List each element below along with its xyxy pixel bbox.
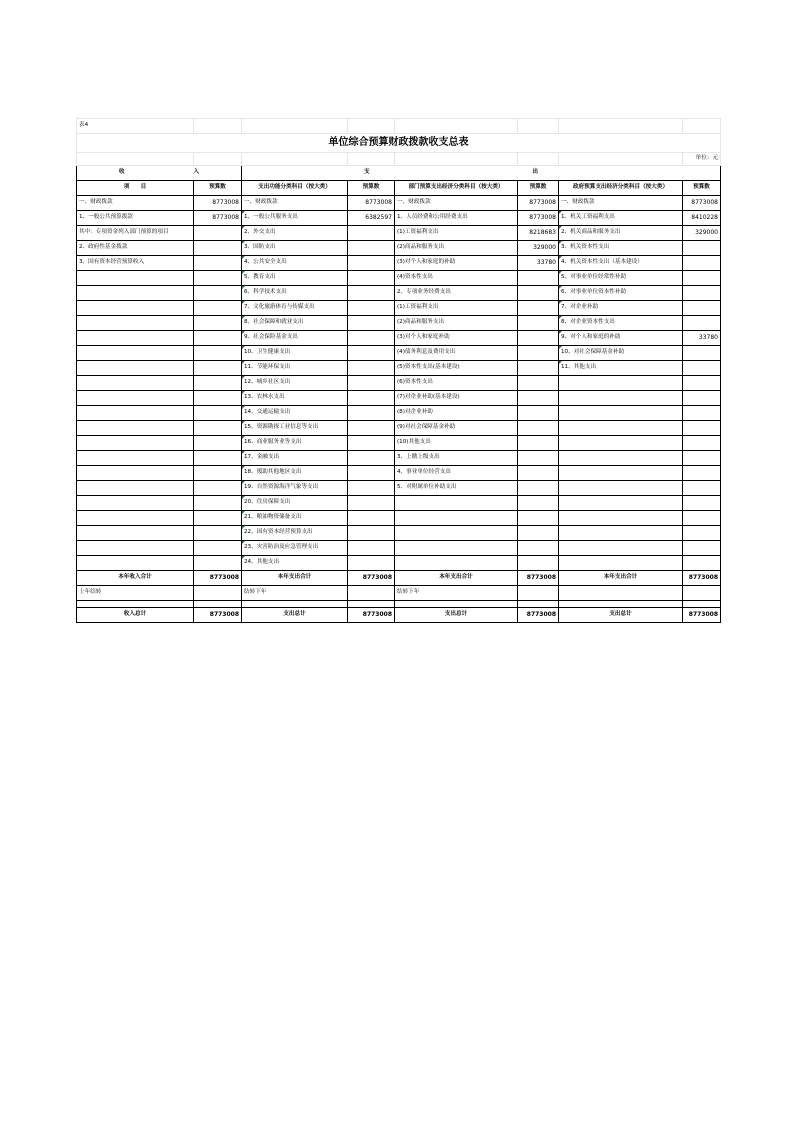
col-item-header: 项 目	[77, 181, 194, 196]
item-name-cell: 上年结转	[77, 586, 194, 601]
spacer-cell	[194, 601, 242, 608]
item-name-cell: 17、金融支出	[242, 451, 348, 466]
budget-amount-cell	[348, 556, 395, 571]
item-name-cell: 8、社会保障和就业支出	[242, 316, 348, 331]
item-name-cell: 一、财政拨款	[242, 196, 348, 211]
budget-amount-cell	[194, 331, 242, 346]
table-row	[77, 331, 721, 346]
item-name-cell: 19、自然资源海洋气象等支出	[242, 481, 348, 496]
item-name-cell: 2、机关商品和服务支出	[559, 226, 683, 241]
budget-amount-cell	[194, 541, 242, 556]
col-budget1-header: 预算数	[194, 181, 242, 196]
item-name-cell	[77, 451, 194, 466]
item-name-cell: 14、交通运输支出	[242, 406, 348, 421]
budget-amount-cell: 8773008	[348, 571, 395, 586]
budget-amount-cell	[518, 496, 559, 511]
item-name-cell: 一、财政拨款	[559, 196, 683, 211]
item-name-cell: 18、援助其他地区支出	[242, 466, 348, 481]
table-row	[77, 316, 721, 331]
expense-header: 支 出	[242, 166, 721, 181]
table-row	[77, 211, 721, 226]
budget-amount-cell	[194, 436, 242, 451]
item-name-cell: 本年支出合计	[242, 571, 348, 586]
item-name-cell	[77, 511, 194, 526]
item-name-cell	[77, 346, 194, 361]
income-header: 收 入	[77, 166, 242, 181]
budget-amount-cell: 8773008	[518, 571, 559, 586]
item-name-cell	[395, 556, 518, 571]
budget-amount-cell	[518, 451, 559, 466]
item-name-cell	[77, 556, 194, 571]
spacer-cell	[683, 601, 721, 608]
budget-amount-cell	[194, 556, 242, 571]
item-name-cell	[77, 481, 194, 496]
budget-amount-cell	[683, 376, 721, 391]
item-name-cell	[77, 436, 194, 451]
item-name-cell	[559, 541, 683, 556]
item-name-cell: 21、粮油物资储备支出	[242, 511, 348, 526]
budget-amount-cell	[683, 526, 721, 541]
budget-amount-cell	[683, 406, 721, 421]
budget-amount-cell	[348, 241, 395, 256]
item-name-cell: 5、对事业单位经常性补助	[559, 271, 683, 286]
budget-amount-cell	[348, 346, 395, 361]
budget-amount-cell	[683, 421, 721, 436]
budget-amount-cell	[683, 481, 721, 496]
item-name-cell: 1、机关工资福利支出	[559, 211, 683, 226]
budget-amount-cell	[348, 541, 395, 556]
budget-amount-cell	[518, 406, 559, 421]
budget-amount-cell	[683, 451, 721, 466]
budget-amount-cell	[348, 436, 395, 451]
budget-amount-cell	[683, 346, 721, 361]
item-name-cell: (1)工资福利支出	[395, 301, 518, 316]
budget-amount-cell	[348, 451, 395, 466]
budget-amount-cell	[194, 406, 242, 421]
table-row	[77, 361, 721, 376]
item-name-cell	[77, 286, 194, 301]
item-name-cell: (4)债务利息及费用支出	[395, 346, 518, 361]
item-name-cell: (10)其他支出	[395, 436, 518, 451]
budget-amount-cell	[518, 586, 559, 601]
budget-amount-cell: 8773008	[194, 571, 242, 586]
budget-amount-cell	[194, 466, 242, 481]
item-name-cell	[559, 451, 683, 466]
item-name-cell: (2)商品和服务支出	[395, 241, 518, 256]
item-name-cell: 2、政府性基金拨款	[77, 241, 194, 256]
budget-amount-cell: 8773008	[348, 608, 395, 623]
table-row	[77, 526, 721, 541]
unit-label: 单位：元	[683, 153, 721, 166]
budget-amount-cell	[518, 391, 559, 406]
item-name-cell	[77, 316, 194, 331]
budget-amount-cell	[518, 511, 559, 526]
budget-amount-cell	[683, 301, 721, 316]
table-row	[77, 466, 721, 481]
item-name-cell: 22、国有资本经营预算支出	[242, 526, 348, 541]
budget-amount-cell	[518, 301, 559, 316]
budget-amount-cell	[683, 241, 721, 256]
budget-amount-cell	[518, 346, 559, 361]
budget-amount-cell	[518, 436, 559, 451]
budget-amount-cell	[194, 286, 242, 301]
budget-amount-cell	[348, 526, 395, 541]
item-name-cell: (8)对企业补助	[395, 406, 518, 421]
budget-amount-cell: 8410228	[683, 211, 721, 226]
budget-amount-cell	[194, 391, 242, 406]
budget-amount-cell	[518, 541, 559, 556]
budget-amount-cell	[348, 391, 395, 406]
budget-amount-cell: 33780	[518, 256, 559, 271]
budget-amount-cell	[194, 526, 242, 541]
item-name-cell: 8、对企业资本性支出	[559, 316, 683, 331]
budget-sheet	[76, 118, 720, 623]
header-row-1	[77, 166, 721, 181]
budget-amount-cell	[683, 256, 721, 271]
spacer-cell	[559, 601, 683, 608]
budget-amount-cell	[683, 361, 721, 376]
item-name-cell: 3、机关资本性支出	[559, 241, 683, 256]
table-row	[77, 511, 721, 526]
item-name-cell: 支出总计	[559, 608, 683, 623]
budget-amount-cell	[683, 466, 721, 481]
table-row	[77, 391, 721, 406]
budget-amount-cell	[348, 496, 395, 511]
item-name-cell: (4)资本性支出	[395, 271, 518, 286]
budget-amount-cell	[194, 586, 242, 601]
table-row	[77, 541, 721, 556]
item-name-cell	[559, 406, 683, 421]
budget-amount-cell	[348, 271, 395, 286]
item-name-cell: 1、人员经费和公用经费支出	[395, 211, 518, 226]
item-name-cell: 16、商业服务业等支出	[242, 436, 348, 451]
item-name-cell: 10、对社会保障基金补助	[559, 346, 683, 361]
budget-amount-cell	[194, 301, 242, 316]
budget-amount-cell	[683, 271, 721, 286]
table-row	[77, 376, 721, 391]
budget-amount-cell: 8773008	[683, 196, 721, 211]
budget-amount-cell	[518, 481, 559, 496]
table-row	[77, 301, 721, 316]
item-name-cell	[77, 421, 194, 436]
item-name-cell	[77, 526, 194, 541]
item-name-cell	[559, 496, 683, 511]
budget-amount-cell	[348, 226, 395, 241]
item-name-cell: 一、财政拨款	[395, 196, 518, 211]
item-name-cell: 11、其他支出	[559, 361, 683, 376]
item-name-cell	[77, 376, 194, 391]
item-name-cell	[77, 331, 194, 346]
item-name-cell: 9、社会保险基金支出	[242, 331, 348, 346]
item-name-cell: (6)资本性支出	[395, 376, 518, 391]
table-label-row	[77, 119, 721, 134]
table-row	[77, 451, 721, 466]
budget-amount-cell	[348, 301, 395, 316]
item-name-cell: (2)商品和服务支出	[395, 316, 518, 331]
budget-table	[76, 118, 721, 623]
budget-amount-cell	[194, 481, 242, 496]
item-name-cell: 20、住房保障支出	[242, 496, 348, 511]
spacer-cell	[518, 601, 559, 608]
budget-amount-cell	[683, 391, 721, 406]
spacer-cell	[242, 601, 348, 608]
item-name-cell: 支出总计	[395, 608, 518, 623]
budget-amount-cell	[194, 316, 242, 331]
col-budget2-header: 预算数	[348, 181, 395, 196]
col-dept-header: 部门预算支出经济分类科目（按大类）	[395, 181, 518, 196]
item-name-cell: 3、国有资本经营预算收入	[77, 256, 194, 271]
budget-amount-cell	[194, 361, 242, 376]
grand-total-row	[77, 608, 721, 623]
table-row	[77, 286, 721, 301]
budget-amount-cell	[683, 511, 721, 526]
item-name-cell	[559, 421, 683, 436]
budget-amount-cell	[683, 316, 721, 331]
budget-amount-cell	[194, 241, 242, 256]
item-name-cell: 7、对企业补助	[559, 301, 683, 316]
item-name-cell	[77, 361, 194, 376]
item-name-cell	[559, 511, 683, 526]
item-name-cell: 本年支出合计	[395, 571, 518, 586]
item-name-cell	[77, 391, 194, 406]
budget-amount-cell	[683, 436, 721, 451]
item-name-cell: 4、机关资本性支出（基本建设）	[559, 256, 683, 271]
item-name-cell	[559, 436, 683, 451]
item-name-cell: 结转下年	[395, 586, 518, 601]
budget-amount-cell	[348, 406, 395, 421]
budget-amount-cell: 8773008	[194, 196, 242, 211]
item-name-cell: 11、节能环保支出	[242, 361, 348, 376]
item-name-cell	[395, 541, 518, 556]
col-func-header: 支出功能分类科目（按大类）	[242, 181, 348, 196]
budget-amount-cell	[683, 286, 721, 301]
budget-amount-cell: 33780	[683, 331, 721, 346]
budget-amount-cell	[194, 271, 242, 286]
budget-amount-cell	[518, 376, 559, 391]
page-title: 单位综合预算财政拨款收支总表	[77, 134, 721, 153]
item-name-cell	[559, 586, 683, 601]
year-total-row	[77, 571, 721, 586]
budget-amount-cell: 8773008	[194, 608, 242, 623]
table-row	[77, 481, 721, 496]
budget-amount-cell: 8773008	[348, 196, 395, 211]
item-name-cell	[559, 376, 683, 391]
table-row	[77, 241, 721, 256]
budget-amount-cell: 8773008	[683, 571, 721, 586]
budget-amount-cell	[348, 481, 395, 496]
budget-amount-cell	[518, 556, 559, 571]
item-name-cell: 13、农林水支出	[242, 391, 348, 406]
item-name-cell: 一、财政拨款	[77, 196, 194, 211]
item-name-cell	[77, 301, 194, 316]
item-name-cell: (9)对社会保障基金补助	[395, 421, 518, 436]
budget-amount-cell	[194, 256, 242, 271]
table-row	[77, 496, 721, 511]
spacer-row	[77, 601, 721, 608]
spacer-cell	[77, 601, 194, 608]
item-name-cell: 23、灾害防治及应急管理支出	[242, 541, 348, 556]
item-name-cell: 本年支出合计	[559, 571, 683, 586]
item-name-cell: 支出总计	[242, 608, 348, 623]
budget-amount-cell	[348, 316, 395, 331]
item-name-cell	[559, 526, 683, 541]
budget-amount-cell	[194, 511, 242, 526]
budget-amount-cell: 8218683	[518, 226, 559, 241]
item-name-cell: 本年收入合计	[77, 571, 194, 586]
budget-amount-cell	[348, 331, 395, 346]
item-name-cell: 12、城乡社区支出	[242, 376, 348, 391]
item-name-cell: 24、其他支出	[242, 556, 348, 571]
item-name-cell: 3、上缴上级支出	[395, 451, 518, 466]
item-name-cell: (5)资本性支出(基本建设)	[395, 361, 518, 376]
col-budget4-header: 预算数	[683, 181, 721, 196]
item-name-cell: 2、专项业务经费支出	[395, 286, 518, 301]
item-name-cell	[77, 466, 194, 481]
budget-amount-cell	[683, 541, 721, 556]
budget-amount-cell	[518, 421, 559, 436]
item-name-cell: 3、国防支出	[242, 241, 348, 256]
budget-amount-cell: 329000	[683, 226, 721, 241]
item-name-cell	[559, 391, 683, 406]
item-name-cell	[395, 511, 518, 526]
item-name-cell: (3)对个人和家庭的补助	[395, 256, 518, 271]
budget-amount-cell	[518, 361, 559, 376]
item-name-cell	[395, 496, 518, 511]
table-row	[77, 226, 721, 241]
budget-amount-cell	[194, 346, 242, 361]
budget-amount-cell	[348, 421, 395, 436]
budget-amount-cell	[683, 496, 721, 511]
item-name-cell	[77, 271, 194, 286]
item-name-cell: 1、一般公共服务支出	[242, 211, 348, 226]
budget-amount-cell	[194, 226, 242, 241]
budget-amount-cell	[348, 511, 395, 526]
budget-amount-cell	[518, 526, 559, 541]
budget-amount-cell	[348, 361, 395, 376]
table-row	[77, 421, 721, 436]
item-name-cell: 收入总计	[77, 608, 194, 623]
budget-amount-cell: 329000	[518, 241, 559, 256]
item-name-cell: 5、对附属单位补助支出	[395, 481, 518, 496]
item-name-cell: (1)工资福利支出	[395, 226, 518, 241]
table-row	[77, 196, 721, 211]
budget-amount-cell	[348, 286, 395, 301]
budget-amount-cell: 8773008	[518, 196, 559, 211]
item-name-cell: 7、文化旅游体育与传媒支出	[242, 301, 348, 316]
budget-amount-cell	[518, 271, 559, 286]
item-name-cell: 10、卫生健康支出	[242, 346, 348, 361]
budget-amount-cell: 8773008	[194, 211, 242, 226]
budget-amount-cell	[518, 331, 559, 346]
table-row	[77, 436, 721, 451]
col-gov-header: 政府预算支出经济分类科目（按大类）	[559, 181, 683, 196]
item-name-cell: 1、一般公共预算拨款	[77, 211, 194, 226]
item-name-cell: 4、事业单位经营支出	[395, 466, 518, 481]
item-name-cell: 6、科学技术支出	[242, 286, 348, 301]
item-name-cell: 结转下年	[242, 586, 348, 601]
carry-over-row	[77, 586, 721, 601]
budget-amount-cell	[683, 586, 721, 601]
budget-amount-cell: 8773008	[683, 608, 721, 623]
table-row	[77, 556, 721, 571]
item-name-cell	[77, 541, 194, 556]
item-name-cell: 5、教育支出	[242, 271, 348, 286]
budget-amount-cell: 6382597	[348, 211, 395, 226]
budget-amount-cell	[194, 376, 242, 391]
header-row-2	[77, 181, 721, 196]
table-row	[77, 346, 721, 361]
item-name-cell	[559, 481, 683, 496]
item-name-cell	[559, 466, 683, 481]
budget-amount-cell	[518, 316, 559, 331]
budget-amount-cell	[518, 466, 559, 481]
item-name-cell: 4、公共安全支出	[242, 256, 348, 271]
budget-amount-cell: 8773008	[518, 608, 559, 623]
budget-amount-cell	[194, 451, 242, 466]
budget-amount-cell	[683, 556, 721, 571]
item-name-cell	[77, 496, 194, 511]
item-name-cell	[395, 526, 518, 541]
item-name-cell: (7)对企业补助(基本建设)	[395, 391, 518, 406]
unit-row	[77, 153, 721, 166]
table-row	[77, 271, 721, 286]
item-name-cell	[77, 406, 194, 421]
budget-amount-cell	[194, 496, 242, 511]
item-name-cell: 15、资源勘探工业信息等支出	[242, 421, 348, 436]
spacer-cell	[348, 601, 395, 608]
budget-amount-cell	[348, 256, 395, 271]
item-name-cell	[559, 556, 683, 571]
budget-amount-cell	[348, 376, 395, 391]
budget-amount-cell	[348, 466, 395, 481]
col-budget3-header: 预算数	[518, 181, 559, 196]
table-row	[77, 406, 721, 421]
budget-amount-cell: 8773008	[518, 211, 559, 226]
item-name-cell: 9、对个人和家庭的补助	[559, 331, 683, 346]
budget-amount-cell	[518, 286, 559, 301]
table-row	[77, 256, 721, 271]
title-row	[77, 134, 721, 153]
budget-amount-cell	[348, 586, 395, 601]
spacer-cell	[395, 601, 518, 608]
item-name-cell: (3)对个人和家庭补助	[395, 331, 518, 346]
budget-amount-cell	[194, 421, 242, 436]
item-name-cell: 2、外交支出	[242, 226, 348, 241]
table-label: 表4	[77, 119, 194, 134]
item-name-cell: 6、对事业单位资本性补助	[559, 286, 683, 301]
item-name-cell: 其中：专项资金列入部门预算的项目	[77, 226, 194, 241]
